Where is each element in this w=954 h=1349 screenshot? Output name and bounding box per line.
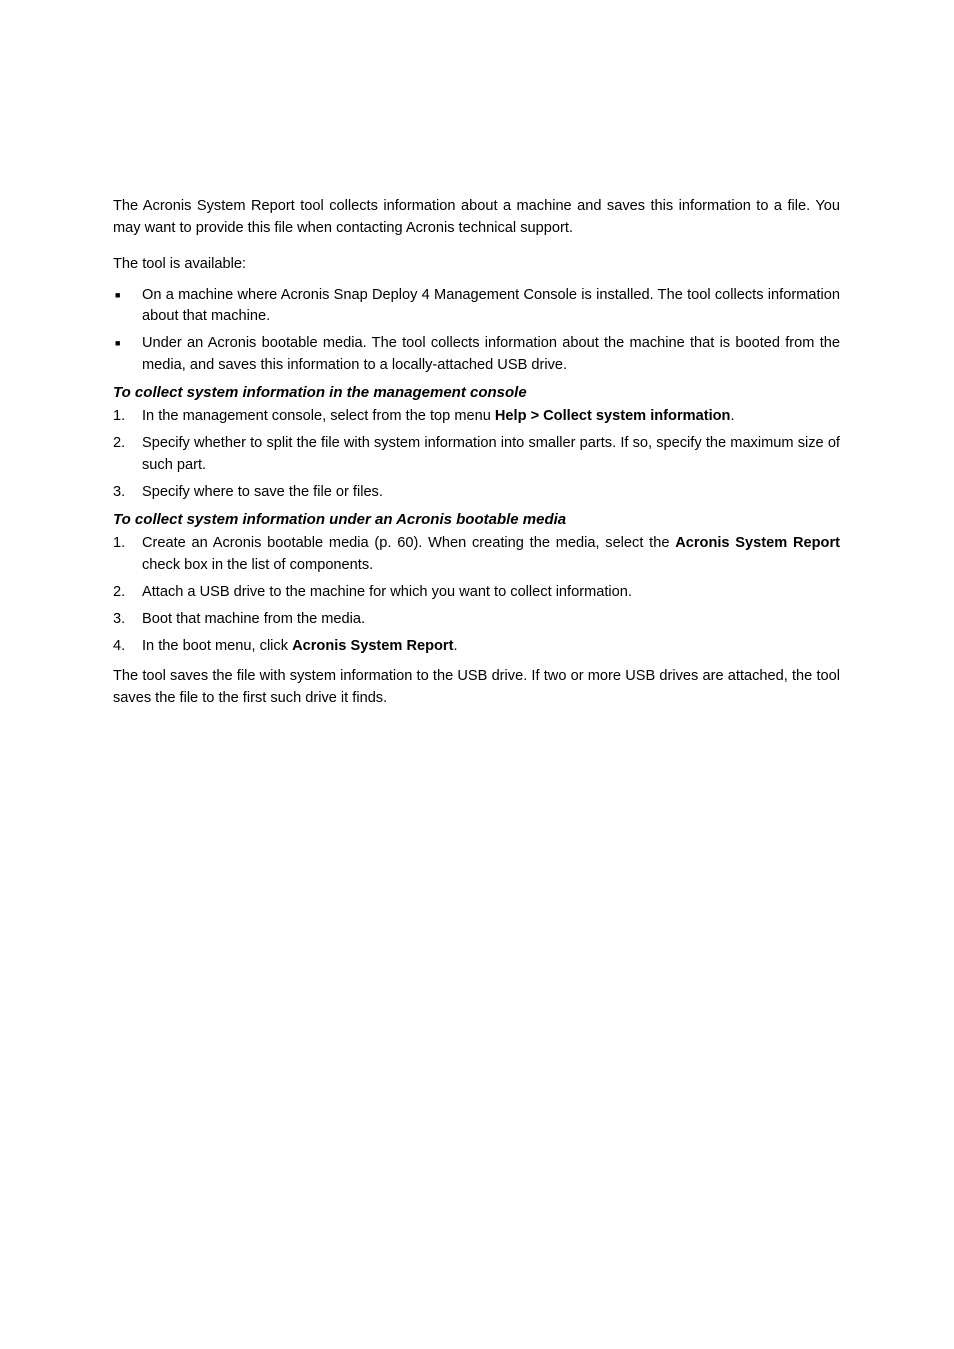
bootable-media-steps — [113, 533, 840, 657]
list-item — [113, 285, 840, 328]
step-item — [113, 482, 840, 504]
step-bold-text: Acronis System Report — [292, 637, 454, 654]
step-text: Create an Acronis bootable media (p. 60). When creating the media, select the — [142, 535, 676, 551]
step-text: Attach a USB drive to the machine for which you want to collect information. — [142, 583, 632, 600]
step-text: Specify whether to split the file with system information into smaller parts. If so, specify the maximum size of such part. — [142, 435, 840, 473]
step-number: 2. — [113, 435, 126, 451]
step-item — [113, 582, 840, 604]
step-text-tail: . — [730, 408, 735, 424]
step-item — [113, 406, 840, 428]
availability-label: The tool is available: — [113, 256, 247, 272]
step-number: 3. — [113, 610, 126, 627]
step-text: Boot that machine from the media. — [142, 610, 366, 627]
step-number: 3. — [113, 483, 126, 500]
step-number: 2. — [113, 583, 126, 600]
section-heading-bootable-media: To collect system information under an Acronis bootable media — [113, 510, 567, 528]
outro-paragraph: The tool saves the file with system information to the USB drive. If two or more USB drives are attached, the tool saves the file to the first such drive it finds. — [113, 668, 840, 706]
step-text: In the management console, select from the top menu — [142, 408, 495, 424]
step-item — [113, 433, 840, 476]
step-text: Specify where to save the file or files. — [142, 483, 383, 500]
list-item-text: Under an Acronis bootable media. The tool collects information about the machine that is booted from the media, and saves this information to a locally-attached USB drive. — [142, 335, 840, 373]
step-text: In the boot menu, click — [142, 637, 293, 654]
step-number: 1. — [113, 535, 126, 551]
intro-paragraph: The Acronis System Report tool collects information about a machine and saves this information to a file. You may want to provide this file when contacting Acronis technical support. — [113, 198, 840, 236]
square-bullet-icon: ■ — [115, 338, 121, 348]
step-item — [113, 609, 840, 631]
list-item-text: On a machine where Acronis Snap Deploy 4 Management Console is installed. The tool collects information about that machine. — [142, 286, 840, 324]
square-bullet-icon: ■ — [115, 289, 121, 300]
step-bold-text: Acronis System Report — [675, 535, 840, 551]
availability-list — [113, 285, 840, 377]
list-item — [113, 333, 840, 376]
step-number: 4. — [113, 637, 126, 654]
management-console-steps — [113, 406, 840, 503]
document-page — [113, 196, 840, 709]
step-item — [113, 533, 840, 576]
section-heading-management-console: To collect system information in the management console — [113, 383, 527, 401]
step-item — [113, 636, 840, 658]
step-number: 1. — [113, 408, 126, 424]
step-bold-text: Help > Collect system information — [494, 408, 731, 424]
step-text-tail: check box in the list of components. — [142, 556, 374, 573]
step-text-tail: . — [453, 637, 458, 654]
